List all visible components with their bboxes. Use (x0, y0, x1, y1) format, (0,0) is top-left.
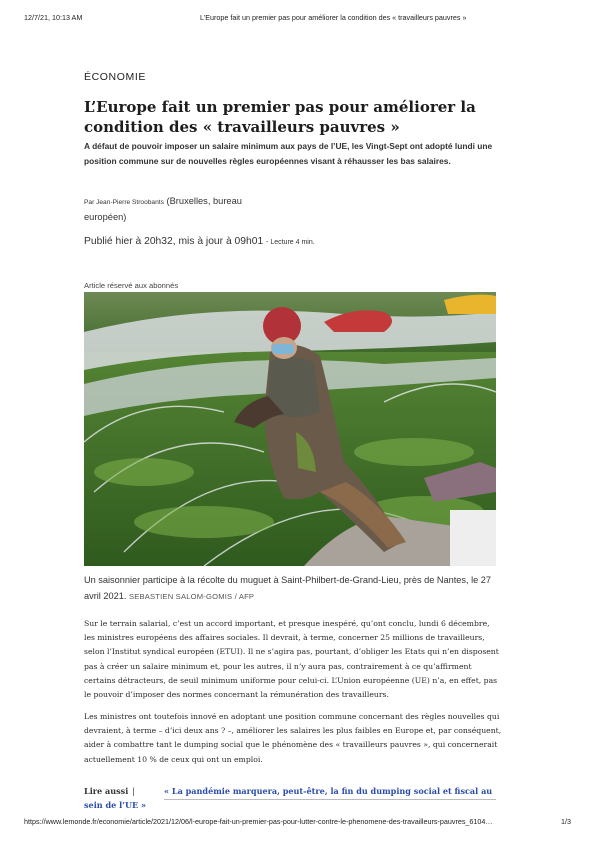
body-paragraph-2: Les ministres ont toutefois innové en adoptant une position commune concernant des règles nouvelles qui devraient, à terme – d’ici deux ans ? –, améliorer les salaires les plus faibles en Europe et, par conséquent, aider à combattre tant le dumping social que le phénomène des « travailleurs pauvres », qui concernerait actuellement 10 % de ceux qui ont un emploi. (84, 712, 502, 764)
page-number: 1/3 (561, 817, 571, 826)
print-url: https://www.lemonde.fr/economie/article/2021/12/06/l-europe-fait-un-premier-pas-pour-lutter-contre-le-phenomene-des-travailleurs-pauvres_6104… (24, 817, 493, 826)
print-datetime: 12/7/21, 10:13 AM (24, 13, 83, 22)
body-paragraph-1: Sur le terrain salarial, c’est un accord important, et presque inespéré, qu’ont conclu, lundi 6 décembre, les ministres européens des affaires sociales. Il devrait, à terme, concerner 25 millions de travailleurs, selon l’Institut syndical européen (ETUI). Il ne s’agira pas, pourtant, d’obliger les Etats qui n’en disposent pas à créer un salaire minimum et, pour les autres, il n’y aura pas, contrairement à ce qu’affirment certains détracteurs, de seuil minimum uniforme pour celui-ci. L’Union européenne (UE) n’a, en effet, pas le pouvoir d’imposer des normes concernant la rémunération des travailleurs. (84, 619, 499, 700)
caption-text: Un saisonnier participe à la récolte du muguet à Saint-Philbert-de-Grand-Lieu, près de Nantes, le 27 avril 2021. (84, 575, 492, 601)
section-label[interactable]: ÉCONOMIE (84, 71, 146, 83)
reading-time: Lecture 4 min. (270, 239, 315, 246)
print-doc-title: L’Europe fait un premier pas pour améliorer la condition des « travailleurs pauvres » (200, 13, 467, 22)
author-name[interactable]: Par Jean-Pierre Stroobants (84, 199, 164, 206)
see-also-label: Lire aussi (84, 786, 129, 796)
photo-caption (84, 572, 504, 605)
article-title: L’Europe fait un premier pas pour améliorer la condition des « travailleurs pauvres » (84, 98, 476, 136)
published-date: Publié hier à 20h32, mis à jour à 09h01 (84, 236, 264, 247)
see-also-separator: | (132, 786, 135, 796)
author-location: (Bruxelles, bureau européen) (84, 196, 242, 222)
subscriber-notice: Article réservé aux abonnés (84, 281, 179, 290)
article-photo (84, 292, 496, 566)
article-lede: A défaut de pouvoir imposer un salaire minimum aux pays de l’UE, les Vingt-Sept ont adopté lundi une position commune sur de nouvelles règles européennes visant à réhausser les bas salaires. (84, 141, 493, 166)
photo-credit: SEBASTIEN SALOM-GOMIS / AFP (128, 592, 255, 601)
author-block (84, 194, 284, 224)
publication-info: Publié hier à 20h32, mis à jour à 09h01 - Lecture 4 min. (84, 236, 315, 247)
see-also-link[interactable]: « La pandémie marquera, peut-être, la fin du dumping social et fiscal au sein de l’UE » (84, 786, 493, 810)
